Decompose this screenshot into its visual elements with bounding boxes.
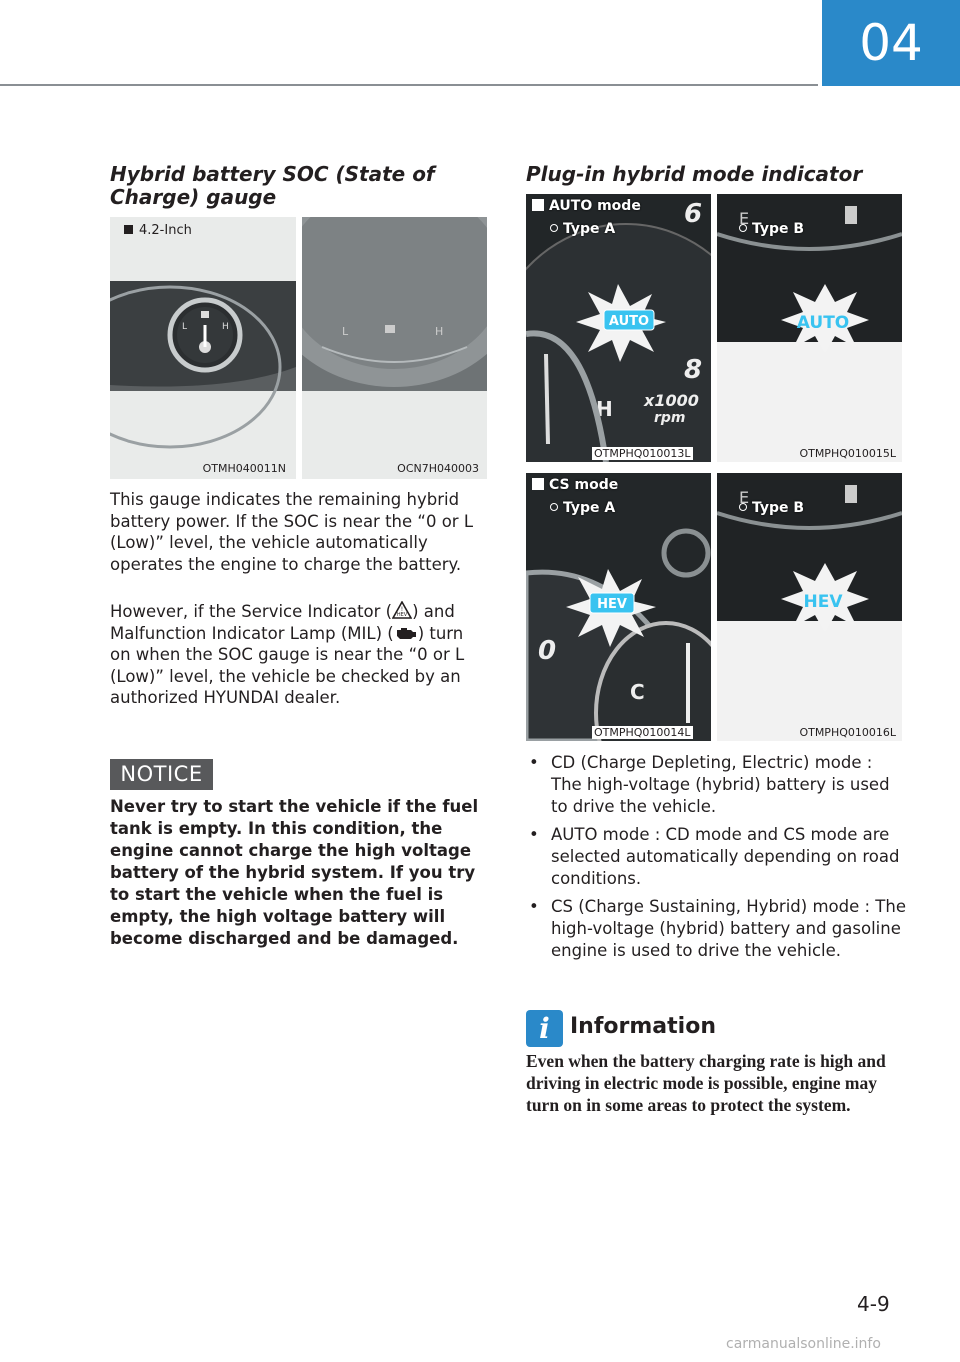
- figure-caption: OCN7H040003: [397, 462, 479, 475]
- figure-caption: OTMPHQ010013L: [594, 447, 691, 460]
- type-label: Type A: [563, 500, 616, 516]
- figure-title: 4.2-Inch: [139, 223, 192, 238]
- information-icon: i: [526, 1010, 563, 1047]
- information-title: Information: [570, 1014, 716, 1039]
- soc-paragraph-2: However, if the Service Indicator ( HEV ! ) and Malfunction Indicator Lamp (MIL) ( ) turn on when the SOC gauge is near the “0 or L (Low)” level, the vehicle be checked by an authorized HYUNDAI dealer.: [110, 602, 465, 707]
- soc-gauge-4-2-image: [110, 217, 296, 479]
- list-item: • CS (Charge Sustaining, Hybrid) mode : The high-voltage (hybrid) battery and gasoline engine is used to drive the vehicle.: [529, 897, 906, 960]
- section-heading-soc: Hybrid battery SOC (State of Charge) gauge: [110, 162, 435, 209]
- gauge-mark: 8: [684, 355, 703, 385]
- engine-check-icon: [394, 624, 418, 643]
- figure-caption: OTMH040011N: [202, 462, 286, 475]
- figure-cs-type-a: [526, 473, 711, 741]
- figure-12-3-inch: [302, 217, 487, 479]
- mode-label-auto: AUTO mode: [549, 198, 641, 214]
- gauge-mark: H: [596, 397, 613, 421]
- gauge-label-h: H: [435, 325, 444, 338]
- figure-caption: OTMPHQ010016L: [799, 726, 896, 739]
- type-label: Type B: [752, 500, 805, 516]
- gauge-mark: E: [739, 488, 750, 507]
- gauge-mark: x1000: [644, 391, 699, 410]
- service-indicator-icon: [392, 602, 412, 621]
- type-label: Type A: [563, 221, 616, 237]
- auto-indicator: AUTO: [796, 313, 850, 333]
- page-number: 4-9: [857, 1292, 890, 1316]
- svg-text:!: !: [400, 606, 404, 613]
- watermark: carmanualsonline.info: [726, 1336, 881, 1352]
- list-item: • CD (Charge Depleting, Electric) mode : The high-voltage (hybrid) battery is used to drive the vehicle.: [529, 753, 890, 816]
- header-rule: [0, 84, 818, 86]
- svg-text:HEV: HEV: [396, 612, 408, 618]
- gauge-label-l: L: [182, 322, 188, 332]
- notice-text: Never try to start the vehicle if the fuel tank is empty. In this condition, the engine cannot charge the high voltage battery of the hybrid system. If you try to start the vehicle when the fuel is empty, the high voltage battery will become discharged and be damaged.: [110, 797, 479, 948]
- gauge-mark: 0: [538, 636, 557, 666]
- gauge-mark: rpm: [654, 410, 686, 426]
- figure-auto-type-a: [526, 194, 711, 462]
- figure-4-2-inch: [110, 217, 296, 479]
- figure-caption: OTMPHQ010014L: [594, 726, 691, 739]
- gauge-mark: 6: [684, 199, 703, 229]
- gauge-mark: C: [630, 680, 645, 704]
- hev-indicator: HEV: [597, 597, 627, 612]
- type-label: Type B: [752, 221, 805, 237]
- gauge-label-l: L: [342, 325, 349, 338]
- soc-paragraph-1: This gauge indicates the remaining hybrid battery power. If the SOC is near the “0 or L (Low)” level, the vehicle automatically operates the engine to charge the battery.: [110, 490, 474, 574]
- mode-label-cs: CS mode: [549, 477, 619, 493]
- information-text: Even when the battery charging rate is high and driving in electric mode is possible, engine may turn on in some areas to protect the system.: [526, 1051, 886, 1115]
- hev-indicator: HEV: [803, 592, 843, 612]
- mode-bullet-list: [526, 752, 906, 968]
- figure-cs-type-b: [717, 473, 902, 741]
- auto-indicator: AUTO: [608, 314, 650, 329]
- gauge-label-h: H: [222, 322, 229, 332]
- chapter-number: 04: [822, 0, 960, 86]
- figure-auto-type-b: [717, 194, 902, 462]
- figure-caption: OTMPHQ010015L: [799, 447, 896, 460]
- list-item: • AUTO mode : CD mode and CS mode are selected automatically depending on road conditions.: [529, 825, 900, 888]
- notice-badge: NOTICE: [110, 759, 213, 790]
- section-heading-mode: Plug-in hybrid mode indicator: [526, 162, 863, 186]
- soc-gauge-12-3-image: [302, 217, 487, 479]
- gauge-mark: E: [739, 209, 750, 228]
